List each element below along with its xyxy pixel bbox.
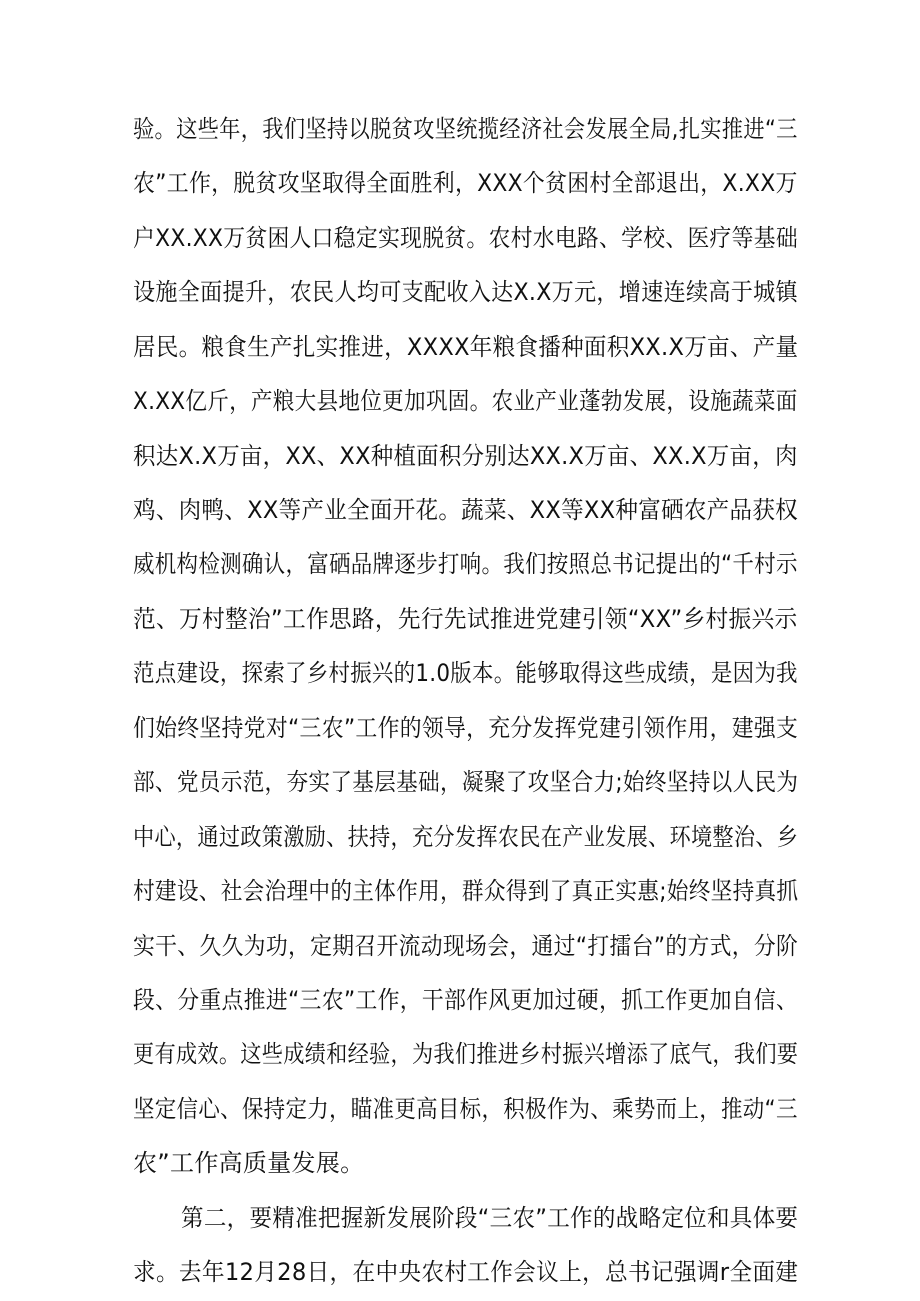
- text-line: 范点建设，探索了乡村振兴的1.0版本。能够取得这些成绩，是因为我: [133, 659, 798, 688]
- text-line: 更有成效。这些成绩和经验，为我们推进乡村振兴增添了底气，我们要: [133, 1040, 799, 1069]
- text-line: 村建设、社会治理中的主体作用，群众得到了真正实惠;始终坚持真抓: [133, 877, 799, 906]
- text-line: 们始终坚持党对“三农”工作的领导，充分发挥党建引领作用，建强支: [133, 713, 799, 742]
- text-line: 鸡、肉鸭、XX等产业全面开花。蔬菜、XX等XX种富硒农产品获权: [133, 496, 798, 525]
- text-line: 威机构检测确认，富硒品牌逐步打响。我们按照总书记提出的“千村示: [133, 550, 798, 579]
- text-line: 实干、久久为功，定期召开流动现场会，通过“打擂台”的方式，分阶: [133, 931, 799, 960]
- text-line: 验。这些年，我们坚持以脱贫攻坚统揽经济社会发展全局,扎实推进“三: [133, 115, 798, 143]
- text-line: 居民。粮食生产扎实推进，XXXX年粮食播种面积XX.X万亩、产量: [133, 332, 799, 361]
- text-line: 部、党员示范，夯实了基层基础，凝聚了攻坚合力;始终坚持以人民为: [133, 768, 799, 797]
- text-line: 中心，通过政策激励、扶持，充分发挥农民在产业发展、环境整治、乡: [133, 822, 799, 851]
- text-line: 求。去年12月28日，在中央农村工作会议上，总书记强调r全面建: [133, 1258, 799, 1287]
- text-line: 设施全面提升，农民人均可支配收入达X.X万元，增速连续高于城镇: [133, 278, 798, 307]
- text-line: 农”工作高质量发展。: [133, 1149, 365, 1178]
- text-line: 农”工作，脱贫攻坚取得全面胜利，XXX个贫困村全部退出，X.XX万: [133, 169, 798, 198]
- text-line: 积达X.X万亩，XX、XX种植面积分别达XX.X万亩、XX.X万亩，肉: [133, 441, 798, 470]
- text-line: X.XX亿斤，产粮大县地位更加巩固。农业产业蓬勃发展，设施蔬菜面: [133, 387, 798, 416]
- text-line: 户XX.XX万贫困人口稳定实现脱贫。农村水电路、学校、医疗等基础: [133, 223, 798, 252]
- text-line: 坚定信心、保持定力，瞄准更高目标，积极作为、乘势而上，推动“三: [133, 1094, 798, 1123]
- text-line: 第二，要精准把握新发展阶段“三农”工作的战略定位和具体要: [181, 1203, 799, 1232]
- text-line: 范、万村整治”工作思路，先行先试推进党建引领“XX”乡村振兴示: [133, 604, 798, 633]
- text-line: 段、分重点推进“三农”工作，干部作风更加过硬，抓工作更加自信、: [133, 985, 799, 1014]
